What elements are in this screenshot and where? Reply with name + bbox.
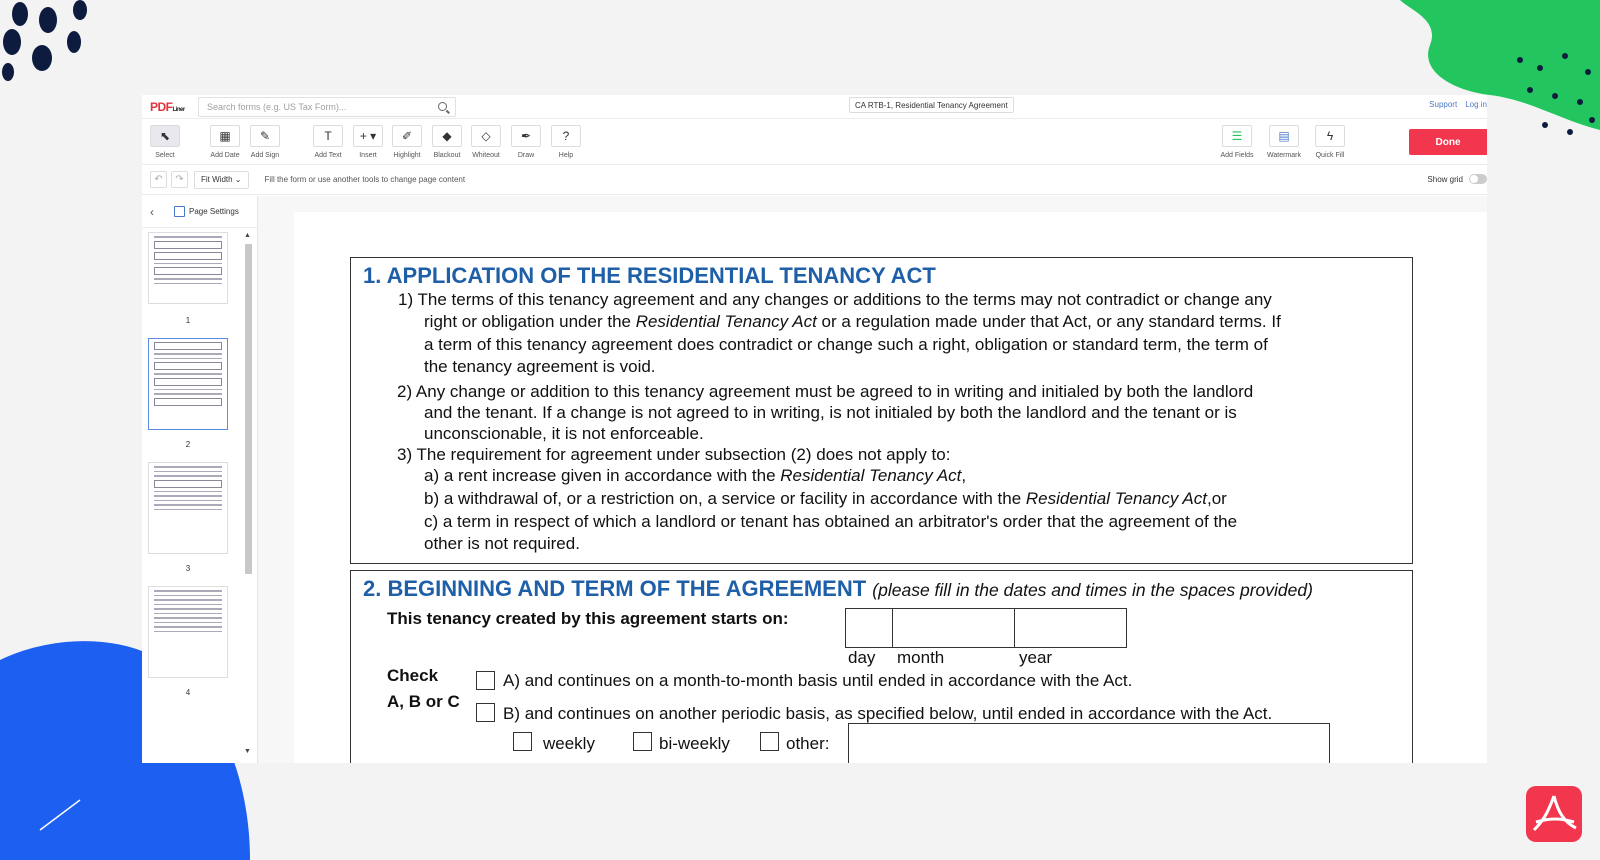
show-grid-toggle[interactable] xyxy=(1469,174,1487,184)
highlight-tool[interactable]: ✐ Highlight xyxy=(387,125,427,159)
sidebar-header xyxy=(142,196,257,228)
doc-line: a term of this tenancy agreement does contradict or change such a right, obligation or standard term, the term of xyxy=(424,335,1268,354)
option-a-checkbox[interactable] xyxy=(476,671,495,690)
pdf-editor-window xyxy=(142,95,1487,763)
doc-line: 1) The terms of this tenancy agreement and any changes or additions to the terms may not contradict or change any xyxy=(398,290,1272,309)
doc-line: b) a withdrawal of, or a restriction on, a service or facility in accordance with the Residential Tenancy Act,or xyxy=(424,489,1227,508)
add-date-tool[interactable]: ▦ Add Date xyxy=(205,125,245,159)
other-checkbox[interactable] xyxy=(760,732,779,751)
page-number: 2 xyxy=(185,440,191,449)
section-1 xyxy=(350,257,1413,564)
section-2-title: 2. BEGINNING AND TERM OF THE AGREEMENT (please fill in the dates and times in the spaces provided) xyxy=(363,576,1313,601)
option-b-label: B) and continues on another periodic basis, as specified below, until ended in accordance with the Act. xyxy=(503,704,1273,723)
support-link[interactable]: Support xyxy=(1429,100,1458,109)
doc-line: c) a term in respect of which a landlord or tenant has obtained an arbitrator's order that the agreement of the xyxy=(424,512,1238,531)
starts-on-label: This tenancy created by this agreement starts on: xyxy=(387,609,789,628)
day-label: day xyxy=(848,648,876,667)
pdfliner-logo-icon xyxy=(1526,786,1582,842)
check-label: Check xyxy=(387,666,439,685)
watermark-tool[interactable]: ▤ Watermark xyxy=(1264,125,1304,159)
page-number: 1 xyxy=(185,316,191,325)
page-settings-icon xyxy=(174,206,185,217)
year-label: year xyxy=(1019,648,1053,667)
biweekly-label: bi-weekly xyxy=(659,734,730,753)
zoom-select[interactable]: Fit Width ⌄ xyxy=(194,171,249,189)
doc-line: 2) Any change or addition to this tenancy agreement must be agreed to in writing and initialed by both the landlord xyxy=(397,382,1254,401)
scrollbar-thumb[interactable] xyxy=(245,244,252,574)
pen-icon: ✒ xyxy=(511,125,541,147)
section-2 xyxy=(350,570,1413,763)
month-label: month xyxy=(897,648,945,667)
undo-icon[interactable]: ↶ xyxy=(150,171,167,188)
weekly-label: weekly xyxy=(543,734,595,753)
section-1-title: 1. APPLICATION OF THE RESIDENTIAL TENANCY ACT xyxy=(363,263,936,288)
workspace xyxy=(142,196,1487,763)
sub-toolbar xyxy=(142,165,1487,195)
toolbar xyxy=(142,119,1487,165)
biweekly-checkbox[interactable] xyxy=(633,732,652,751)
search-icon[interactable] xyxy=(438,102,447,111)
search-placeholder: Search forms (e.g. US Tax Form)... xyxy=(207,101,347,112)
text-icon: T xyxy=(313,125,343,147)
check-label-2: A, B or C xyxy=(387,692,460,711)
page-number: 4 xyxy=(185,688,191,697)
question-icon: ? xyxy=(551,125,581,147)
top-links xyxy=(1421,100,1487,109)
signature-icon: ✎ xyxy=(250,125,280,147)
page-thumbnail-1[interactable] xyxy=(148,232,228,304)
hint-text: Fill the form or use another tools to change page content xyxy=(264,175,466,184)
eraser-icon: ◇ xyxy=(471,125,501,147)
option-b-checkbox[interactable] xyxy=(476,703,495,722)
page-settings-button[interactable]: Page Settings xyxy=(174,206,239,217)
login-link[interactable]: Log in xyxy=(1465,100,1487,109)
fields-icon: ☰ xyxy=(1222,125,1252,147)
doc-line: a) a rent increase given in accordance with the Residential Tenancy Act, xyxy=(424,466,967,485)
whiteout-tool[interactable]: ◇ Whiteout xyxy=(466,125,506,159)
done-button[interactable]: Done xyxy=(1409,129,1487,155)
app-logo[interactable]: PDFLiner xyxy=(150,99,185,114)
decorative-dots-top-left xyxy=(0,0,110,90)
blackout-tool[interactable]: ◆ Blackout xyxy=(427,125,467,159)
calendar-icon: ▦ xyxy=(210,125,240,147)
pages-sidebar xyxy=(142,196,258,763)
page-thumbnail-3[interactable] xyxy=(148,462,228,554)
doc-line: unconscionable, it is not enforceable. xyxy=(424,424,704,443)
cursor-icon: ⬉ xyxy=(150,125,180,147)
start-date-field[interactable] xyxy=(845,608,1127,648)
chevron-down-icon: ⌄ xyxy=(234,174,242,184)
doc-line: the tenancy agreement is void. xyxy=(424,357,656,376)
highlighter-icon: ✐ xyxy=(392,125,422,147)
doc-line: 3) The requirement for agreement under subsection (2) does not apply to: xyxy=(397,445,951,464)
blackout-icon: ◆ xyxy=(432,125,462,147)
search-input[interactable] xyxy=(198,97,456,117)
show-grid-label: Show grid xyxy=(1427,174,1463,184)
help-tool[interactable]: ? Help xyxy=(546,125,586,159)
draw-tool[interactable]: ✒ Draw xyxy=(506,125,546,159)
redo-icon[interactable]: ↷ xyxy=(171,171,188,188)
other-period-field[interactable] xyxy=(848,723,1330,763)
add-text-tool[interactable]: T Add Text xyxy=(308,125,348,159)
doc-line: right or obligation under the Residential Tenancy Act or a regulation made under that Act, or any standard terms. If xyxy=(424,312,1281,331)
doc-line: other is not required. xyxy=(424,534,580,553)
doc-line: and the tenant. If a change is not agreed to in writing, is not initialed by both the landlord and the tenant or is xyxy=(424,403,1237,422)
chevron-left-icon[interactable]: ‹ xyxy=(150,204,154,219)
scroll-down-icon[interactable]: ▼ xyxy=(244,748,251,755)
document-page xyxy=(294,212,1487,763)
page-thumbnail-4[interactable] xyxy=(148,586,228,678)
top-bar xyxy=(142,95,1487,119)
plus-icon: + ▾ xyxy=(353,125,383,147)
scroll-up-icon[interactable]: ▲ xyxy=(244,232,251,239)
document-title: CA RTB-1, Residential Tenancy Agreement xyxy=(849,97,1014,113)
page-thumbnail-2[interactable] xyxy=(148,338,228,430)
weekly-checkbox[interactable] xyxy=(513,732,532,751)
show-grid xyxy=(1427,174,1487,184)
quick-fill-tool[interactable]: ϟ Quick Fill xyxy=(1310,125,1350,159)
bolt-icon: ϟ xyxy=(1315,125,1345,147)
select-tool[interactable]: ⬉ Select xyxy=(145,125,185,159)
watermark-icon: ▤ xyxy=(1269,125,1299,147)
add-sign-tool[interactable]: ✎ Add Sign xyxy=(245,125,285,159)
sidebar-scrollbar[interactable] xyxy=(242,232,254,755)
insert-tool[interactable]: + ▾ Insert xyxy=(348,125,388,159)
other-label: other: xyxy=(786,734,830,753)
option-a-label: A) and continues on a month-to-month basis until ended in accordance with the Act. xyxy=(503,671,1133,690)
decorative-dots-top-right xyxy=(1510,40,1600,150)
add-fields-tool[interactable]: ☰ Add Fields xyxy=(1217,125,1257,159)
page-number: 3 xyxy=(185,564,191,573)
